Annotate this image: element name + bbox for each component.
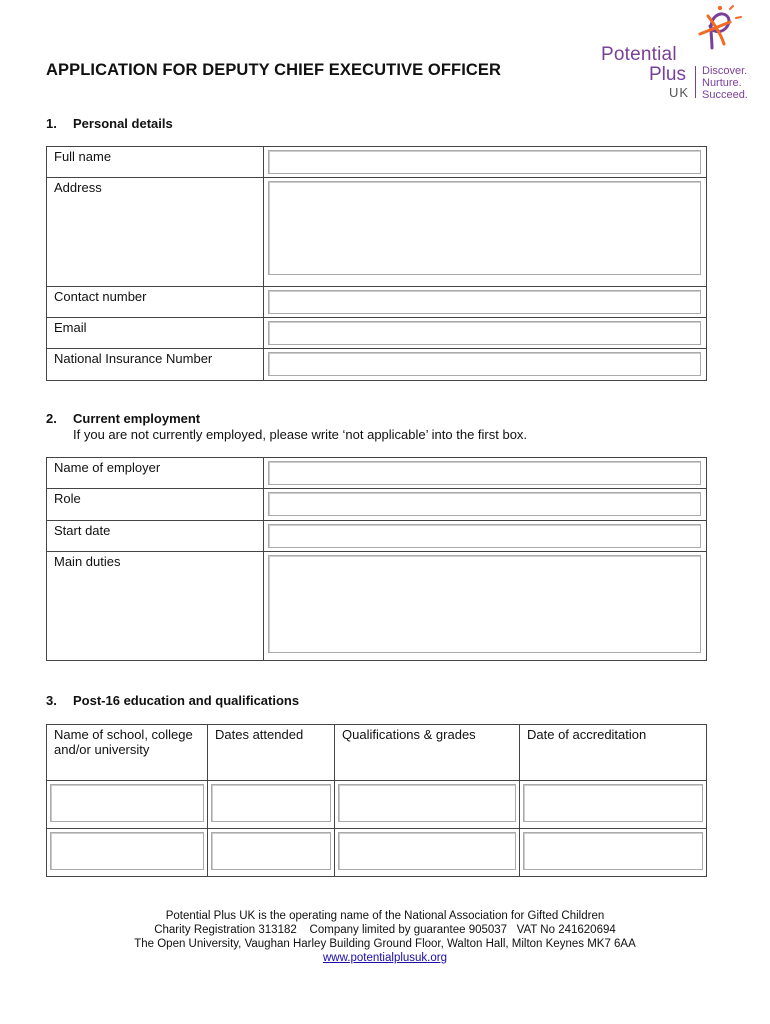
- section-2-number: 2.: [46, 411, 57, 426]
- section-3-heading: [46, 693, 299, 708]
- footer-line-1: Potential Plus UK is the operating name of the National Association for Gifted Children: [165, 910, 605, 922]
- logo-tagline-nurture: Nurture.: [702, 77, 742, 89]
- contact-number-input[interactable]: [268, 290, 701, 314]
- figure-mark-icon: [690, 4, 750, 52]
- full-name-input[interactable]: [268, 150, 701, 174]
- section-1-number: 1.: [46, 116, 57, 131]
- address-input[interactable]: [268, 181, 701, 275]
- section-1-heading: [46, 116, 173, 131]
- section-2-heading: [46, 411, 200, 426]
- footer-line-2: Charity Registration 313182 Company limited by guarantee 905037 VAT No 241620694: [154, 924, 616, 936]
- education-row: [47, 829, 707, 877]
- label-contact-number: Contact number: [47, 287, 264, 318]
- date-of-accreditation-input[interactable]: [523, 832, 703, 870]
- personal-details-table: [46, 146, 707, 381]
- email-input[interactable]: [268, 321, 701, 345]
- current-employment-table: [46, 457, 707, 661]
- logo-tagline-discover: Discover.: [702, 65, 748, 77]
- logo-text-uk: UK: [669, 85, 690, 100]
- start-date-input[interactable]: [268, 524, 701, 548]
- logo-text-plus: Plus: [649, 64, 686, 85]
- label-email: Email: [47, 318, 264, 349]
- qualifications-input[interactable]: [338, 784, 516, 822]
- column-header-school: Name of school, college and/or university: [47, 725, 208, 781]
- education-row: [47, 781, 707, 829]
- section-3-number: 3.: [46, 693, 57, 708]
- logo-tagline-succeed: Succeed.: [702, 89, 748, 101]
- label-full-name: Full name: [47, 147, 264, 178]
- label-start-date: Start date: [47, 521, 264, 552]
- label-national-insurance-number: National Insurance Number: [47, 349, 264, 381]
- role-input[interactable]: [268, 492, 701, 516]
- section-1-title: Personal details: [73, 116, 173, 131]
- section-2-title: Current employment: [73, 411, 201, 426]
- label-address: Address: [47, 178, 264, 287]
- logo-text-potential: Potential: [601, 44, 677, 65]
- column-header-qualifications: Qualifications & grades: [335, 725, 520, 781]
- main-duties-input[interactable]: [268, 555, 701, 653]
- name-of-employer-input[interactable]: [268, 461, 701, 485]
- school-input[interactable]: [50, 784, 204, 822]
- label-main-duties: Main duties: [47, 552, 264, 661]
- section-2-note: If you are not currently employed, please write ‘not applicable’ into the first box.: [73, 427, 528, 442]
- footer: [0, 909, 770, 965]
- education-table: [46, 724, 707, 877]
- potential-plus-logo: [598, 4, 758, 100]
- date-of-accreditation-input[interactable]: [523, 784, 703, 822]
- logo-divider: [695, 66, 696, 98]
- section-3-title: Post-16 education and qualifications: [73, 693, 300, 708]
- label-name-of-employer: Name of employer: [47, 458, 264, 489]
- school-input[interactable]: [50, 832, 204, 870]
- national-insurance-number-input[interactable]: [268, 352, 701, 376]
- dates-attended-input[interactable]: [211, 832, 331, 870]
- column-header-dates-attended: Dates attended: [208, 725, 335, 781]
- website-link[interactable]: www.potentialplusuk.org: [322, 952, 447, 964]
- document-title: APPLICATION FOR DEPUTY CHIEF EXECUTIVE OFFICER: [46, 61, 502, 79]
- label-role: Role: [47, 489, 264, 521]
- footer-line-3: The Open University, Vaughan Harley Building Ground Floor, Walton Hall, Milton Keynes MK7 6AA: [134, 938, 636, 950]
- dates-attended-input[interactable]: [211, 784, 331, 822]
- column-header-date-of-accreditation: Date of accreditation: [520, 725, 707, 781]
- qualifications-input[interactable]: [338, 832, 516, 870]
